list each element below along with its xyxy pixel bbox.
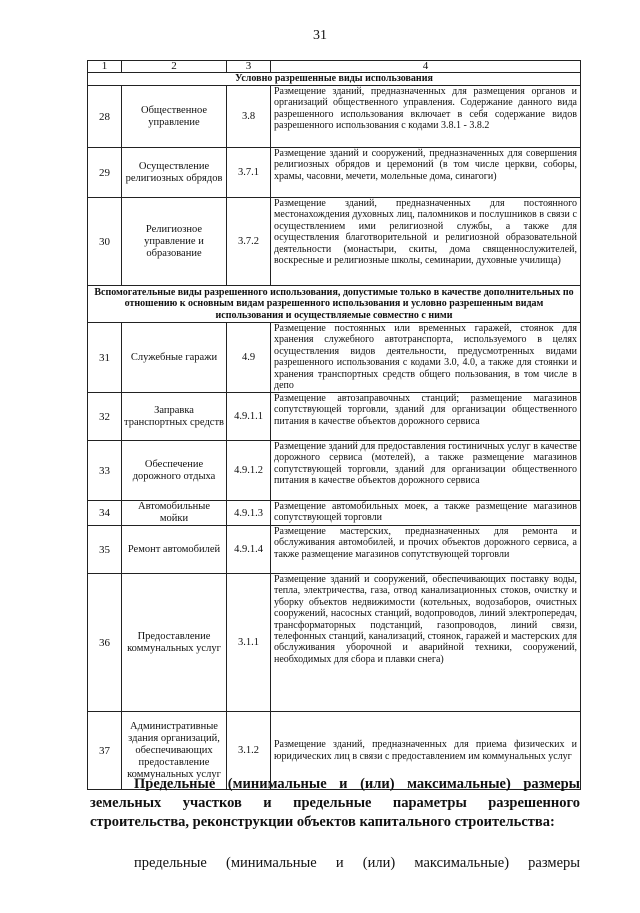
use-description: Размещение зданий, предназначенных для размещения органов и организаций общественного управления. Содержание данного вида разрешенного использования включает в себя содержание видов разрешенного использования с кодами 3.8.1 - 3.8.2 <box>271 86 581 148</box>
use-name: Предоставление коммунальных услуг <box>122 574 227 712</box>
use-code: 3.1.1 <box>227 574 271 712</box>
section-row <box>88 286 581 323</box>
row-number: 36 <box>88 574 122 712</box>
row-number: 34 <box>88 501 122 526</box>
section-heading <box>90 775 580 832</box>
use-name: Осуществление религиозных обрядов <box>122 148 227 198</box>
use-code: 3.8 <box>227 86 271 148</box>
row-number: 31 <box>88 323 122 393</box>
land-use-table <box>87 60 581 790</box>
table-row <box>88 86 581 148</box>
row-number: 30 <box>88 198 122 286</box>
use-code: 3.1.2 <box>227 712 271 790</box>
table-row <box>88 526 581 574</box>
use-name: Автомобильные мойки <box>122 501 227 526</box>
header-cell: 2 <box>122 61 227 73</box>
use-name: Обеспечение дорожного отдыха <box>122 441 227 501</box>
use-description: Размещение зданий, предназначенных для приема физических и юридических лиц в связи с предоставлением им коммунальных услуг <box>271 712 581 790</box>
use-name: Заправка транспортных средств <box>122 393 227 441</box>
table-row <box>88 148 581 198</box>
use-code: 3.7.1 <box>227 148 271 198</box>
header-cell: 4 <box>271 61 581 73</box>
table-row <box>88 393 581 441</box>
header-cell: 1 <box>88 61 122 73</box>
use-code: 4.9.1.1 <box>227 393 271 441</box>
section-title-auxiliary: Вспомогательные виды разрешенного использования, допустимые только в качестве дополнительных по отношению к основным видам разрешенного использования и условно разрешенным видам использования и осуществляемые совместно с ними <box>88 286 581 323</box>
header-cell: 3 <box>227 61 271 73</box>
row-number: 29 <box>88 148 122 198</box>
heading-line: земельных участков и предельные параметры разрешенного <box>90 795 580 811</box>
row-number: 32 <box>88 393 122 441</box>
table-row <box>88 323 581 393</box>
use-description: Размещение автомобильных моек, а также размещение магазинов сопутствующей торговли <box>271 501 581 526</box>
heading-line: Предельные (минимальные и (или) максимальные) размеры <box>134 776 580 792</box>
row-number: 28 <box>88 86 122 148</box>
table-row <box>88 574 581 712</box>
table-header-row <box>88 61 581 73</box>
row-number: 33 <box>88 441 122 501</box>
use-description: Размещение зданий для предоставления гостиничных услуг в качестве дорожного сервиса (мотелей), а также размещение магазинов сопутствующей торговли, зданий для организации общественного питания в качестве объектов дорожного сервиса <box>271 441 581 501</box>
use-code: 4.9.1.4 <box>227 526 271 574</box>
body-paragraph <box>90 854 580 873</box>
use-code: 3.7.2 <box>227 198 271 286</box>
use-name: Служебные гаражи <box>122 323 227 393</box>
use-name: Административные здания организаций, обеспечивающих предоставление коммунальных услуг <box>122 712 227 790</box>
use-name: Религиозное управление и образование <box>122 198 227 286</box>
use-name: Общественное управление <box>122 86 227 148</box>
use-description: Размещение зданий, предназначенных для постоянного местонахождения духовных лиц, паломников и послушников в связи с осуществлением ими религиозной службы, а также для осуществления благотворительной и религиозной образовательной деятельности (монастыри, скиты, дома священнослужителей, воскресные и религиозные школы, семинарии, духовные училища) <box>271 198 581 286</box>
use-code: 4.9.1.2 <box>227 441 271 501</box>
use-description: Размещение зданий и сооружений, обеспечивающих поставку воды, тепла, электричества, газа, отвод канализационных стоков, очистку и уборку объектов недвижимости (котельных, водозаборов, очистных сооружений, насосных станций, водопроводов, линий электропередач, трансформаторных подстанций, газопроводов, линий связи, телефонных станций, канализаций, стоянок, гаражей и мастерских для обслуживания уборочной и аварийной техники, сооружений, необходимых для сбора и плавки снега) <box>271 574 581 712</box>
use-description: Размещение постоянных или временных гаражей, стоянок для хранения служебного автотранспорта, используемого в целях осуществления видов деятельности, предусмотренных видами разрешенного использования с кодами 3.0, 4.0, а также для стоянки и хранения транспортных средств общего пользования, в том числе в депо <box>271 323 581 393</box>
use-code: 4.9.1.3 <box>227 501 271 526</box>
row-number: 37 <box>88 712 122 790</box>
section-row <box>88 73 581 86</box>
body-line: предельные (минимальные и (или) максимальные) размеры <box>134 855 580 871</box>
table-row <box>88 501 581 526</box>
heading-line: строительства, реконструкции объектов капитального строительства: <box>90 814 555 830</box>
use-description: Размещение зданий и сооружений, предназначенных для совершения религиозных обрядов и церемоний (в том числе церкви, соборы, храмы, часовни, мечети, молельные дома, синагоги) <box>271 148 581 198</box>
section-title-conditional: Условно разрешенные виды использования <box>88 73 581 86</box>
use-code: 4.9 <box>227 323 271 393</box>
page-number: 31 <box>313 28 327 43</box>
table-row <box>88 198 581 286</box>
use-description: Размещение мастерских, предназначенных для ремонта и обслуживания автомобилей, и прочих объектов дорожного сервиса, а также размещение магазинов сопутствующей торговли <box>271 526 581 574</box>
table-row <box>88 441 581 501</box>
row-number: 35 <box>88 526 122 574</box>
use-name: Ремонт автомобилей <box>122 526 227 574</box>
use-description: Размещение автозаправочных станций; размещение магазинов сопутствующей торговли, зданий для организации общественного питания в качестве объектов дорожного сервиса <box>271 393 581 441</box>
